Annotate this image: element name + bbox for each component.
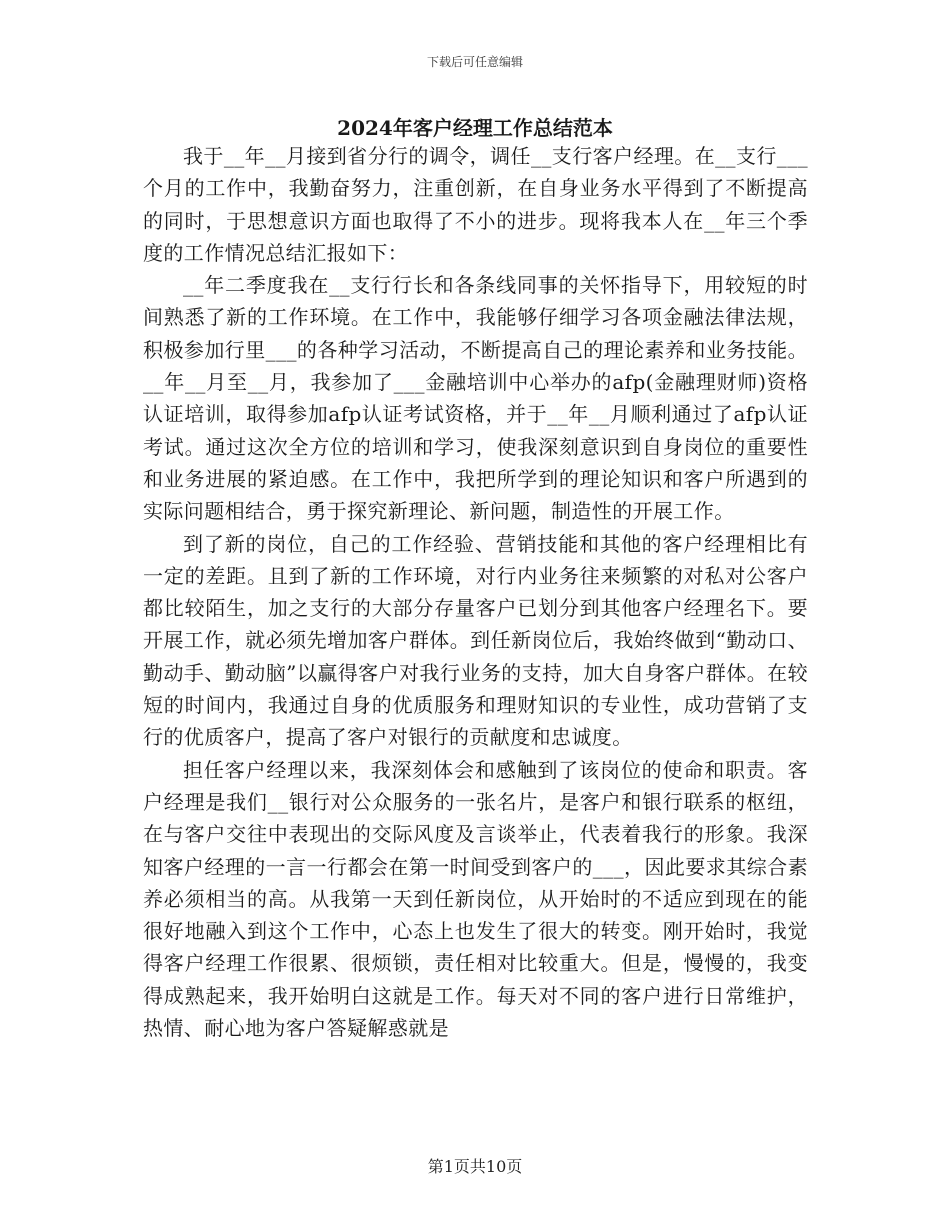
paragraph: __年二季度我在__支行行长和各条线同事的关怀指导下，用较短的时间熟悉了新的工作环境。在工作中，我能够仔细学习各项金融法律法规，积极参加行里___的各种学习活动，不断提高自己的理论素养和业务技能。__年__月至__月，我参加了___金融培训中心举办的afp(金融理财师)资格认证培训，取得参加afp认证考试资格，并于__年__月顺利通过了afp认证考试。通过这次全方位的培训和学习，使我深刻意识到自身岗位的重要性和业务进展的紧迫感。在工作中，我把所学到的理论知识和客户所遇到的实际问题相结合，勇于探究新理论、新问题，制造性的开展工作。 — [143, 273, 808, 524]
document-title: 2024年客户经理工作总结范本 — [337, 116, 613, 140]
paragraph: 到了新的岗位，自己的工作经验、营销技能和其他的客户经理相比有一定的差距。且到了新的工作环境，对行内业务往来频繁的对私对公客户都比较陌生，加之支行的大部分存量客户已划分到其他客户经理名下。要开展工作，就必须先增加客户群体。到任新岗位后，我始终做到“勤动口、勤动手、勤动脑”以赢得客户对我行业务的支持，加大自身客户群体。在较短的时间内，我通过自身的优质服务和理财知识的专业性，成功营销了支行的优质客户，提高了客户对银行的贡献度和忠诚度。 — [143, 531, 808, 750]
page-header: 下载后可任意编辑 — [426, 55, 523, 69]
document-body — [143, 140, 808, 1044]
page-footer: 第1页共10页 — [427, 1157, 523, 1176]
paragraph: 我于__年__月接到省分行的调令，调任__支行客户经理。在__支行___个月的工作中，我勤奋努力，注重创新，在自身业务水平得到了不断提高的同时，于思想意识方面也取得了不小的进步。现将我本人在__年三个季度的工作情况总结汇报如下： — [143, 144, 808, 265]
paragraph: 担任客户经理以来，我深刻体会和感触到了该岗位的使命和职责。客户经理是我们__银行对公众服务的一张名片，是客户和银行联系的枢纽，在与客户交往中表现出的交际风度及言谈举止，代表着我行的形象。我深知客户经理的一言一行都会在第一时间受到客户的___，因此要求其综合素养必须相当的高。从我第一天到任新岗位，从开始时的不适应到现在的能很好地融入到这个工作中，心态上也发生了很大的转变。刚开始时，我觉得客户经理工作很累、很烦锁，责任相对比较重大。但是，慢慢的，我变得成熟起来，我开始明白这就是工作。每天对不同的客户进行日常维护，热情、耐心地为客户答疑解惑就是 — [143, 757, 808, 1041]
